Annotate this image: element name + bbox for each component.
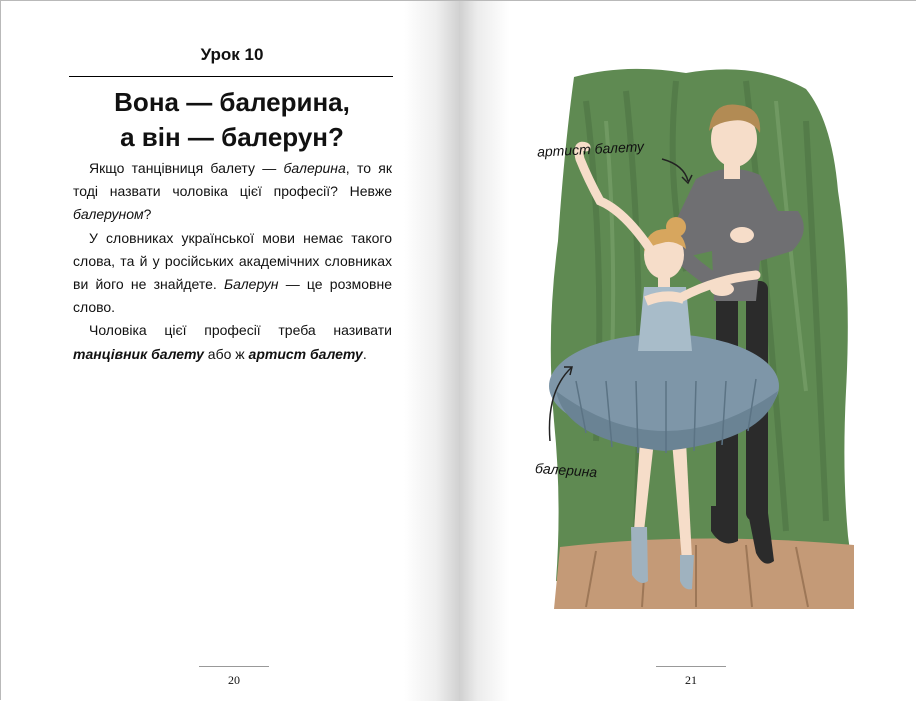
page-number: 21 [685,673,697,687]
stage-floor [554,538,854,609]
title-line-1: Вона — балерина, [114,87,350,117]
title-line-2: а він — балерун? [120,122,344,152]
lesson-number: Урок 10 [200,45,264,64]
paragraph-3: Чоловіка цієї професії треба називати танцівник балету або ж артист балету. [73,322,392,362]
page-number: 20 [228,673,240,687]
page-number-rule [656,666,726,667]
page-title [71,85,393,155]
paragraph-2: У словниках української мови немає такого слова, та й у російських академічних словниках ви його не знайдете. Балерун — це розмовне слово. [73,229,392,316]
heading-rule [69,76,393,77]
body-text [73,157,392,366]
label-balerina: балерина [534,459,598,481]
left-page [1,1,459,701]
page-number-rule [199,666,269,667]
paragraph-1: Якщо танцівниця балету — балерина, то як тоді назвати чоловіка цієї професії? Невже балеруном? [73,160,392,223]
label-artist-balletu: артист балету [536,138,645,160]
